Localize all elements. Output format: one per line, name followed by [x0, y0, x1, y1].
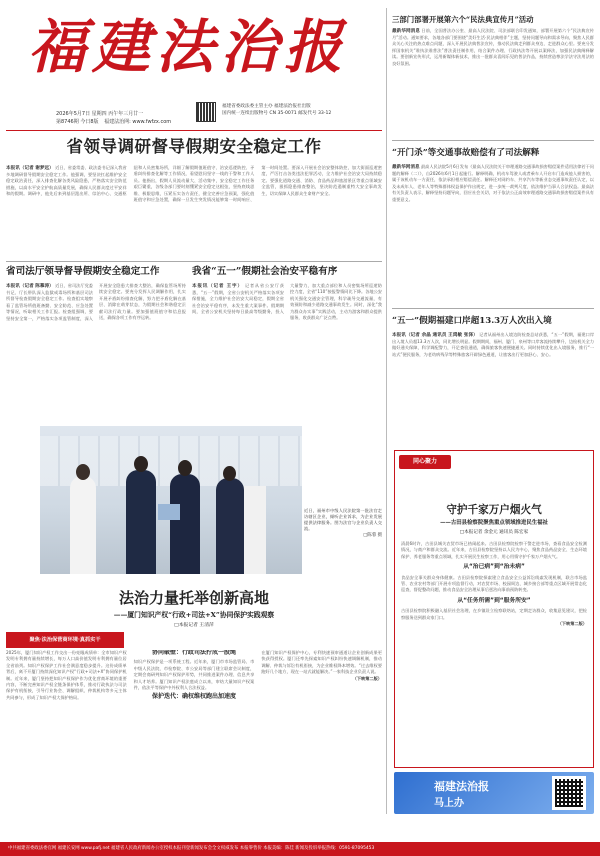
ad-line-1: 福建法治报	[434, 780, 489, 793]
feature-body-1: 知识产权保护是一项系统工程。近年来，厦门市市场监管局、市中级人民法院、市检察院、市公安局等部门建立联席会议制度，定期会商研判知识产权保护形势，共同推进案件办理、信息共享和人才培养。厦门知识产权法庭成立以来，审结大量知识产权案件，依法平等保护中外权利人合法权益。	[133, 659, 255, 691]
boxed-body: 清晨6时许，古田县城关农贸市场已热闹起来。古田县检察院检察干警走进市场，查看食品安全检测情况，与商户和群众交流。近年来，古田县检察院坚持以人民为中心，聚焦食品药品安全、生态环境保护、养老服务等重点领域，扎实开展民生检察工作，用心用情守护千家万户烟火气。	[401, 541, 587, 559]
boxed-article	[394, 450, 594, 768]
news-photo	[40, 426, 302, 574]
boxed-body-1: 食品安全事关群众身体健康。古田县检察院探索建立食品安全公益诉讼线索发现机制，联合市场监管、农业农村等部门开展专项监督行动，对农贸市场、校园周边、城乡接合部等重点区域开展常态化巡查，督促整改问题，推动食品安全治理从事后惩治向事前预防转变。	[401, 574, 587, 593]
row-rule	[6, 261, 382, 262]
feature-byline: □本报记者 王清萍	[174, 623, 214, 628]
right-top-headline: 三部门部署开展第六个“民法典宣传月”活动	[392, 15, 534, 24]
right-top-article	[392, 28, 594, 136]
publisher-info	[222, 104, 331, 117]
publisher: 福建法治报社出版	[274, 104, 311, 109]
feature-body-2: 在厦门知识产权保护中心，专利快速预审通道让企业创新成果更快获得授权。厦门还率先探索知识产权纠纷快速调解机制，推动调解、仲裁与诉讼有机衔接，为企业维权降本增效。“过去维权要跑好几个地方，现在一站式就能解决。”一家科技企业负责人说。	[261, 650, 382, 675]
lead-byline: 本报讯（记者 谢梦远）	[6, 166, 54, 171]
masthead	[6, 4, 386, 126]
feature-continued: （下转第二版）	[352, 675, 382, 681]
feature-body: 2025年，厦门知识产权工作交出一份亮眼成绩单：全市知识产权发明专利拥有量持续增长，每万人口高价值发明专利拥有量位居全省前列。知识产权保护工作社会满意度稳步提升。这份成绩单背后，离不开厦门持续深化知识产权“行政+司法+X”协同保护机制。近年来，厦门坚持把知识产权保护作为优化营商环境的重要内容，不断完善知识产权全链条保护体系，推动行政执法与司法保护有机衔接，引导行业协会、调解组织、仲裁机构等多元主体共同参与，形成了知识产权大保护格局。	[6, 650, 127, 700]
right-mid-headline: “开门杀”等交通事故赔偿有了司法解释	[392, 148, 540, 158]
date-line: 2026年5月7日 星期四 丙午年三月廿一	[56, 111, 144, 117]
feature-title: 法治力量托举创新高地	[118, 589, 269, 607]
security-byline: 本报讯（记者 王宇）	[192, 284, 243, 289]
website[interactable]: 福建法治网: www.fwfzx.com	[104, 119, 172, 125]
column-divider	[386, 8, 387, 814]
footer-text: 中共福建省委政法委官网 福建长安网 www.pafj.net 福建省人民政府新闻办公室授权本报刊登新闻发布会全文权威发布 本报零售价 本报美编：陈佳 新闻及投诉举报热线：0591-87095453	[8, 846, 375, 851]
issue-number: 第8746期 今日8版	[56, 119, 99, 125]
sponsor: 福建省委政法委主管主办	[222, 104, 273, 109]
feature-article	[6, 650, 382, 814]
boxed-title: 守护千家万户烟火气	[446, 504, 542, 516]
boxed-tag	[399, 455, 451, 469]
boxed-byline: □本报记者 余金元 通讯员 陈宏家	[459, 530, 529, 535]
right-rule-1	[392, 140, 594, 141]
feature-side-banner	[6, 632, 124, 648]
right-mid-body: 最高人民法院5月6日发布《最高人民法院关于审理道路交通事故损害赔偿案件适用法律若干问题的解释（二）》，自2026年6月1日起施行。解释明确，机动车驾驶人或者乘车人开启车门造成他人损害的，属于该机动车一方责任，依法承担相应赔偿责任。解释还对网约车、共享汽车等新业态交通事故责任认定，以及未成年人、老年人等特殊群体权益保护作出规定，进一步统一裁判尺度，依法维护当事人合法权益。最高法有关负责人表示，解释坚持问题导向，回应社会关切，对于依法公正高效审理道路交通事故损害赔偿案件具有重要意义。	[392, 164, 594, 202]
publication-code: 国内统一连续出版物号 CN 35-0071	[222, 110, 297, 116]
ad-qr-icon	[552, 776, 586, 810]
justice-body: 近日，省司法厅党委书记、厅长带队深入监狱戒毒场所和基层司法所督导检查假期安全稳定工作。检查组实地察看了监管场所值班备勤、安全防范、应急处置等情况，听取相关工作汇报。检查组强调，要坚持安全第一，严格落实各项监管制度，深入开展安全隐患大排查大整治，确保监管场所持续安全稳定。要充分发挥人民调解作用，扎实开展矛盾纠纷排查化解，努力把矛盾化解在基层、消除在萌芽状态，为假期社会和谐稳定贡献司法行政力量。要加强值班值守和信息报送，确保各项工作有序运转。	[6, 283, 186, 321]
photo-caption-box	[304, 508, 382, 578]
right-mid2-byline: 本报讯（记者 余晶 通讯员 王鸿敏 张泽）	[392, 333, 478, 338]
article-justice	[6, 283, 186, 417]
feature-side-label: 聚焦·法治保营商环境·真抓实干	[29, 637, 101, 643]
masthead-title: 福建法治报	[28, 13, 349, 81]
feature-section-2: 保护迭代：确权维权跑出加速度	[151, 693, 236, 701]
boxed-continued: （下转第二版）	[557, 621, 587, 627]
right-rule-2	[392, 308, 594, 309]
photo-caption: 近日，福州市中级人民法院第一批法官走访辖区企业，倾听企业诉求，为企业发展提供法律服务。图为法官与企业负责人交流。	[304, 508, 382, 531]
headline-rule	[6, 130, 382, 131]
photo-credit: □陈蓉 摄	[363, 533, 382, 538]
right-mid2-article	[392, 332, 594, 440]
boxed-section-2: 从“任务所需”到“服务所安”	[457, 597, 531, 604]
right-top-byline: 最新华网消息	[392, 29, 420, 34]
boxed-body-2: 古田县检察院积极融入基层社会治理，在乡镇设立检察联络站，定期走访群众，收集意见建议，把检察服务送到群众家门口。	[401, 608, 587, 620]
lead-body: 近日，省委常委、政法委书记深入我省多地调研督导假期安全稳定工作。他强调，要坚决扛起维护安全稳定政治责任，深入排查化解各类风险隐患，严格落实安全防范措施，以高水平安全护航高质量发展，确保人民群众度过平安祥和的假期。调研中，他先后来到基层派出所、综治中心、交通枢纽和人员密集场所，详细了解假期值班值守、治安巡逻防控、矛盾纠纷排查化解等工作情况，看望慰问坚守一线的干警和工作人员。他指出，假期人员流动量大、活动集中，安全稳定工作任务艰巨繁重，各级各部门要时刻绷紧安全稳定这根弦，坚持底线思维、极限思维，压紧压实各方责任，健全完善应急预案，强化值班值守和应急处置，确保一旦发生突发情况能够第一时间响应、第一时间处置。要深入开展社会治安整体防控，加大街面巡逻密度，严厉打击各类违法犯罪活动，全力维护社会治安大局持续稳定。要强化道路交通、消防、食品药品和旅游景区等重点领域安全监管，狠抓隐患排查整治，坚决防范遏制重特大安全事故发生，切实保障人民群众生命财产安全。	[6, 165, 382, 203]
article-security	[192, 283, 382, 417]
justice-byline: 本报讯（记者 陈慕涛）	[6, 284, 54, 289]
footer-bar	[0, 842, 600, 856]
ad-line-2: 马上办	[434, 798, 464, 809]
issue-line	[56, 118, 171, 125]
right-mid-byline: 最新华网消息	[392, 165, 420, 170]
feature-section-1: 协同破壁：行政司法拧成一股绳	[151, 650, 236, 656]
qr-code-icon	[196, 102, 216, 122]
article-headline-justice: 省司法厅领导督导假期安全稳定工作	[6, 266, 160, 277]
postal-code: 邮发代号 33-12	[298, 110, 332, 116]
right-mid2-body: 记者从福州出入境边防检查总站获悉，“五一”假期，福建口岸出入境人员超13.3万人次，同比增长明显。假期期间，福州、厦门、泉州等口岸客流持续攀升，边检机关全力做好通关保障，科学调配警力，开足查验通道，确保旅客快速便捷通关。同时持续优化出入境服务，推行“一站式”便民服务，为老幼病残孕等特殊旅客开辟绿色通道，让旅客出行更加舒心、安心。	[392, 332, 594, 357]
right-top-body: 日前，全国普法办公室、最高人民法院、司法部联合印发通知，部署开展第六个“民法典宣传月”活动。通知要求，各地各部门要围绕“美好生活·民法典相伴”主题，坚持问题导向和需求导向，聚焦人民群众关心关注的热点难点问题，深入开展民法典普法宣传，推动民法典走到群众身边、走进群众心里。要充分发挥国家机关“谁执法谁普法”普法责任制作用，结合案件办理、行政执法等开展以案释法，加强民法典阐释解读。要创新宣传形式，运用新媒体新技术，推出一批群众喜闻乐见的普法作品，持续营造尊法学法守法用法的良好氛围。	[392, 28, 594, 66]
boxed-subtitle: ——古田县检察院聚焦重点领域推进民生福祉	[440, 520, 548, 526]
app-ad[interactable]	[394, 772, 594, 814]
boxed-tag-text: 同心聚力	[412, 458, 437, 465]
lead-article	[6, 165, 382, 257]
boxed-section-1: 从“治已病”到“治未病”	[463, 564, 525, 571]
right-mid2-headline: “五一”假期福建口岸超13.3万人次出入境	[392, 316, 552, 326]
lead-headline: 省领导调研督导假期安全稳定工作	[66, 137, 322, 156]
security-body: 记者从省公安厅获悉，“五一”假期，全省公安机关严格落实各项安保措施，全力维护社会治安大局稳定，假期全省社会治安平稳有序，未发生重大案事件。假期期间，全省公安机关坚持每日最高等级勤务，投入大量警力，加大重点部位和人员密集场所巡逻防控力度，全省“110”接报警情同比下降。各地公安机关强化交通安全管理，科学疏导交通流量，有效预防和减少道路交通事故发生。同时，深化“我为群众办实事”实践活动，主动为游客和群众提供服务，收获群众广泛点赞。	[192, 283, 382, 321]
right-mid-article	[392, 164, 594, 302]
feature-subtitle: ——厦门知识产权“行政+司法+X”协同保护实践观察	[113, 611, 275, 619]
article-headline-security: 我省“五一”假期社会治安平稳有序	[192, 266, 338, 277]
